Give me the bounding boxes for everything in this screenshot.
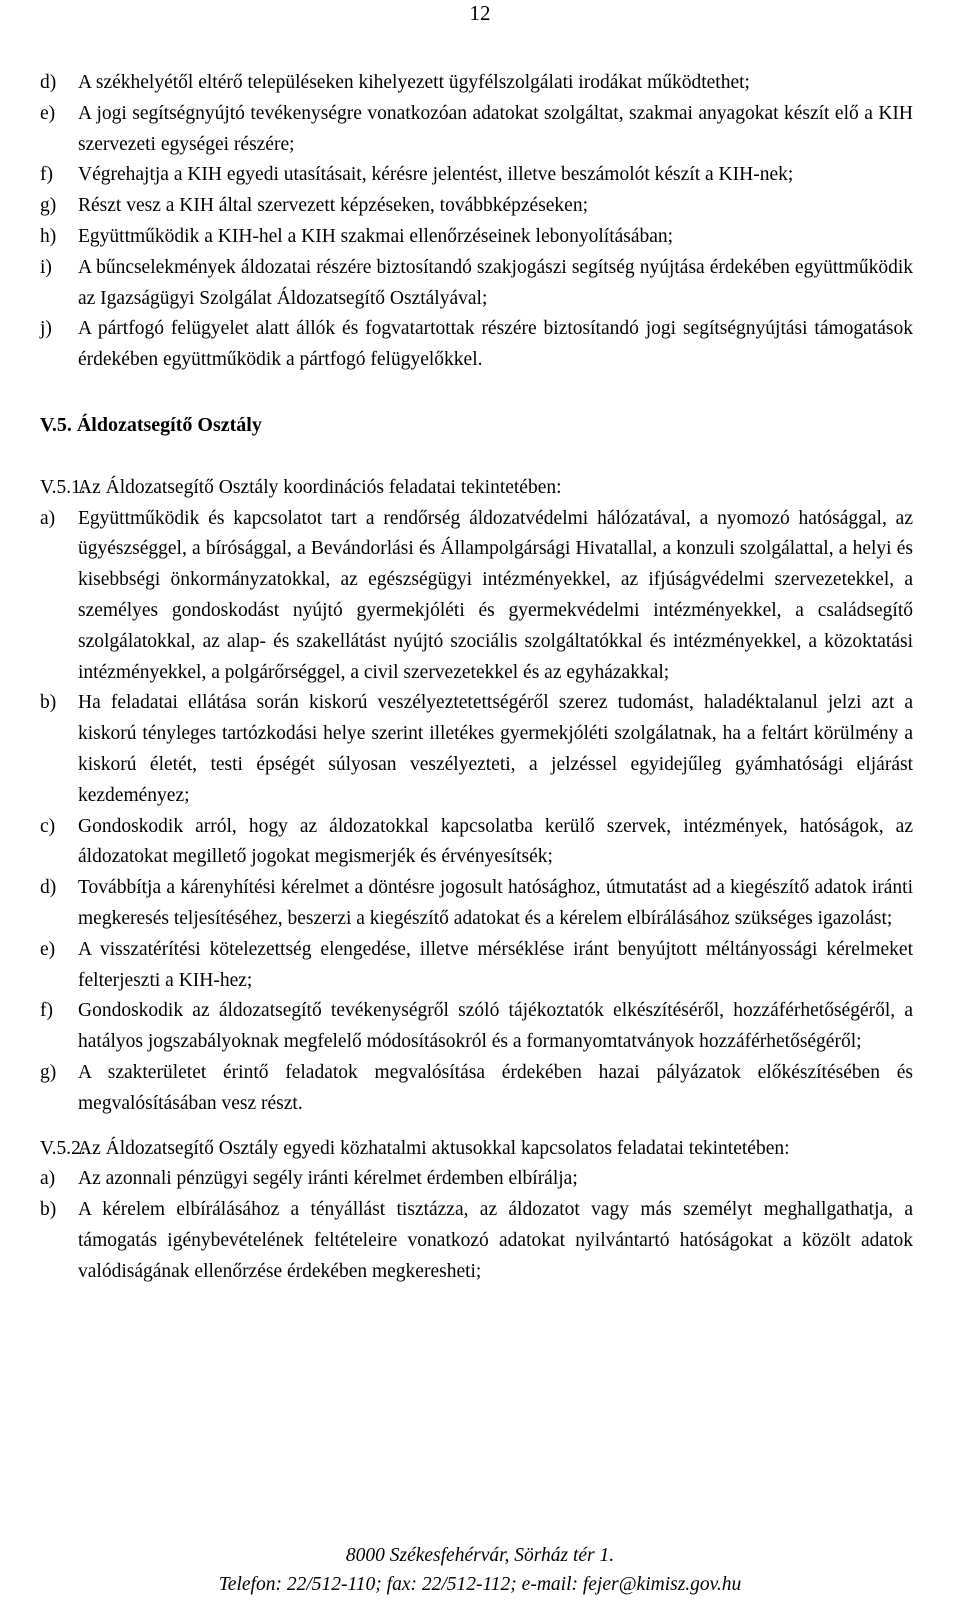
document-body bbox=[40, 68, 913, 1287]
list-item-text: A kérelem elbírálásához a tényállást tisztázza, az áldozatot vagy más személyt meghallgathatja, a támogatás igénybevételének feltételeire vonatkozó adatokat nyilvántartó hatóságokat a közölt adatok valódiságának ellenőrzése érdekében megkeresheti; bbox=[78, 1199, 913, 1282]
list-item-text: Továbbítja a kárenyhítési kérelmet a döntésre jogosult hatósághoz, útmutatást ad a kiegészítő adatok iránti megkeresés teljesítéséhez, beszerzi a kiegészítő adatokat és a kérelem elbírálásához szükséges igazolást; bbox=[78, 877, 913, 929]
list-item bbox=[40, 99, 913, 161]
list-item-text: Együttműködik a KIH-hel a KIH szakmai ellenőrzéseinek lebonyolításában; bbox=[78, 225, 674, 247]
list-item-label: g) bbox=[40, 1061, 57, 1083]
section-heading: V.5. Áldozatsegítő Osztály bbox=[40, 413, 262, 436]
list-item-label: c) bbox=[40, 815, 56, 837]
list-item-label: e) bbox=[40, 102, 56, 124]
list-item bbox=[40, 314, 913, 376]
list-item-label: a) bbox=[40, 507, 56, 529]
list-item-label: h) bbox=[40, 225, 57, 247]
list-item bbox=[40, 1058, 913, 1120]
list-item bbox=[40, 812, 913, 874]
list-item bbox=[40, 504, 913, 689]
list-item bbox=[40, 1195, 913, 1287]
list-item-text: A bűncselekmények áldozatai részére biztosítandó szakjogászi segítség nyújtása érdekében együttműködik az Igazságügyi Szolgálat Áldozatsegítő Osztályával; bbox=[78, 256, 913, 309]
list-item-label: b) bbox=[40, 1199, 57, 1221]
list-item-label: i) bbox=[40, 256, 52, 278]
list-item bbox=[40, 222, 913, 253]
list-item-label: a) bbox=[40, 1168, 56, 1190]
list-item bbox=[40, 996, 913, 1058]
list-item-text: Együttműködik és kapcsolatot tart a rendőrség áldozatvédelmi hálózatával, a nyomozó hatósággal, az ügyészséggel, a bírósággal, a Bevándorlási és Állampolgársági Hivatallal, a konzuli szolgálattal, a helyi és kisebbségi önkormányzatokkal, az egészségügyi intézményekkel, az ifjúságvédelmi szervezetekkel, a személyes gondoskodást nyújtó gyermekjóléti és gyermekvédelmi intézményekkel, a családsegítő szolgálatokkal, az alap- és szakellátást nyújtó szociális szolgáltatókkal és intézményekkel, a közoktatási intézményekkel, a polgárőrséggel, a civil szervezetekkel és az egyházakkal; bbox=[78, 507, 913, 683]
page-number: 12 bbox=[469, 1, 491, 25]
coordination-task-list bbox=[40, 504, 913, 1120]
list-item-label: j) bbox=[40, 318, 52, 340]
list-item-label: e) bbox=[40, 938, 56, 960]
subsection-number: V.5.2. bbox=[40, 1137, 86, 1159]
list-item bbox=[40, 688, 913, 811]
subsection-intro: Az Áldozatsegítő Osztály koordinációs feladatai tekintetében: bbox=[78, 476, 562, 498]
task-list bbox=[40, 68, 913, 376]
list-item-label: g) bbox=[40, 195, 57, 217]
list-item-label: f) bbox=[40, 1000, 53, 1022]
list-item-label: b) bbox=[40, 692, 57, 714]
footer-address: 8000 Székesfehérvár, Sörház tér 1. bbox=[345, 1545, 615, 1566]
list-item-text: A pártfogó felügyelet alatt állók és fogvatartottak részére biztosítandó jogi segítségnyújtási támogatások érdekében együttműködik a pártfogó felügyelőkkel. bbox=[78, 318, 913, 371]
list-item bbox=[40, 160, 913, 191]
list-item bbox=[40, 1164, 913, 1195]
list-item-text: A székhelyétől eltérő településeken kihelyezett ügyfélszolgálati irodákat működtethet; bbox=[78, 72, 750, 93]
list-item bbox=[40, 935, 913, 997]
list-item-label: f) bbox=[40, 164, 53, 186]
footer-contact: Telefon: 22/512-110; fax: 22/512-112; e-mail: fejer@kimisz.gov.hu bbox=[218, 1574, 742, 1595]
authority-task-list bbox=[40, 1164, 913, 1287]
list-item bbox=[40, 68, 913, 99]
list-item-text: Gondoskodik arról, hogy az áldozatokkal kapcsolatba kerülő szervek, intézmények, hatóságok, az áldozatokat megillető jogokat megismerjék és érvényesítsék; bbox=[78, 815, 913, 868]
list-item-text: Végrehajtja a KIH egyedi utasításait, kérésre jelentést, illetve beszámolót készít a KIH-nek; bbox=[78, 164, 794, 186]
list-item bbox=[40, 873, 913, 935]
subsection-number: V.5.1. bbox=[40, 476, 86, 498]
subsection-intro: Az Áldozatsegítő Osztály egyedi közhatalmi aktusokkal kapcsolatos feladatai tekintetében: bbox=[78, 1137, 790, 1159]
list-item-text: Részt vesz a KIH által szervezett képzéseken, továbbképzéseken; bbox=[78, 195, 589, 217]
list-item bbox=[40, 253, 913, 315]
list-item-text: A visszatérítési kötelezettség elengedése, illetve mérséklése iránt benyújtott méltányossági kérelmeket felterjeszti a KIH-hez; bbox=[78, 938, 913, 991]
list-item-text: A szakterületet érintő feladatok megvalósítása érdekében hazai pályázatok előkészítésében és megvalósításában vesz részt. bbox=[78, 1061, 913, 1114]
list-item-text: Az azonnali pénzügyi segély iránti kérelmet érdemben elbírálja; bbox=[78, 1168, 578, 1190]
list-item-text: Gondoskodik az áldozatsegítő tevékenységről szóló tájékoztatók elkészítéséről, hozzáférhetőségéről, a hatályos jogszabályoknak megfelelő módosításokról és a formanyomtatványok hozzáférhetőségéről; bbox=[78, 1000, 913, 1053]
subsection-v-5-2 bbox=[40, 1134, 913, 1165]
list-item-text: Ha feladatai ellátása során kiskorú veszélyeztetettségéről szerez tudomást, haladéktalanul jelzi azt a kiskorú tényleges tartózkodási helye szerint illetékes gyermekjóléti szolgálatnak, ha a feltárt körülmény a kiskorú életét, testi épségét súlyosan veszélyezteti, a jelzéssel egyidejűleg gyámhatósági eljárást kezdeményez; bbox=[78, 692, 913, 806]
subsection-v-5-1 bbox=[40, 473, 913, 504]
list-item-label: d) bbox=[40, 72, 57, 93]
list-item bbox=[40, 191, 913, 222]
list-item-text: A jogi segítségnyújtó tevékenységre vonatkozóan adatokat szolgáltat, szakmai anyagokat készít elő a KIH szervezeti egységei részére; bbox=[78, 102, 913, 155]
list-item-label: d) bbox=[40, 877, 57, 899]
